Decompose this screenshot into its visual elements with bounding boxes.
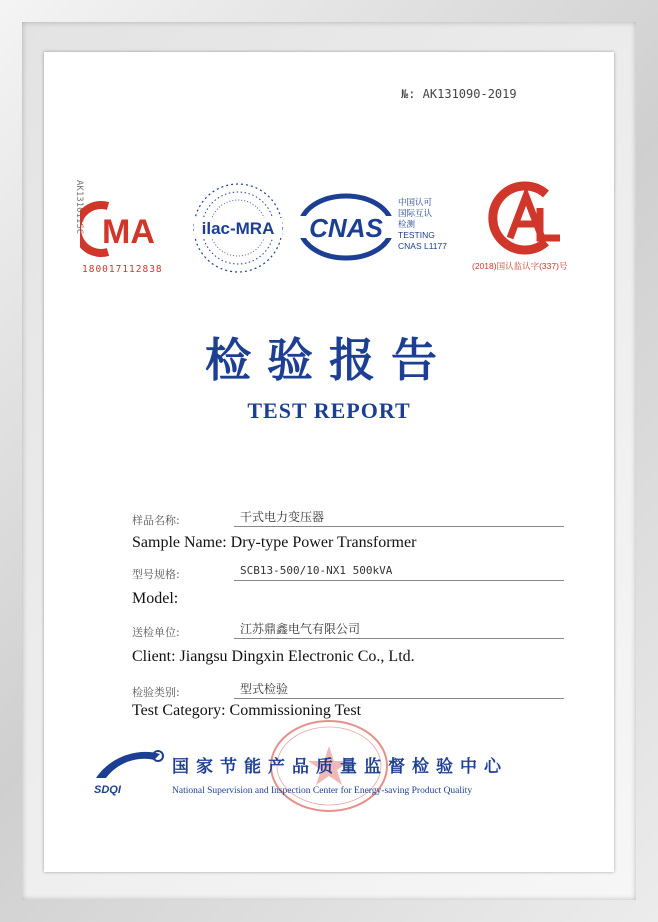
cnas-line: TESTING	[398, 230, 435, 240]
cnas-logo-text: CNAS	[309, 213, 383, 243]
cnas-line: CNAS L1177	[398, 241, 447, 251]
report-title-chinese: 检验报告	[205, 333, 453, 387]
underline	[234, 580, 564, 581]
model-label-en: Model:	[132, 590, 179, 607]
client-label-cn: 送检单位:	[132, 626, 180, 639]
cnas-line: 检测	[398, 219, 416, 229]
ilac-mra-text: ilac-MRA	[201, 219, 275, 238]
organization-name-en: National Supervision and Inspection Center for Energy-saving Product Quality	[172, 786, 473, 796]
category-label-cn: 检验类别:	[132, 686, 180, 699]
cal-caption: (2018)国认监认字(337)号	[472, 261, 568, 271]
underline	[234, 698, 564, 699]
report-title-english: TEST REPORT	[247, 398, 411, 423]
category-value: 型式检验	[240, 682, 289, 696]
cma-code: 180017112838	[82, 264, 163, 275]
cal-logo	[482, 178, 570, 258]
client-label-en: Client: Jiangsu Dingxin Electronic Co., Ltd.	[132, 648, 415, 665]
organization-name-cn: 国家节能产品质量监督检验中心	[172, 757, 508, 777]
sdqi-logo	[92, 748, 168, 784]
cma-logo-letters: MA	[102, 213, 155, 251]
side-serial-number: AK131011SC	[74, 180, 84, 235]
cnas-line: 国际互认	[398, 208, 433, 218]
sample-name-value: 干式电力变压器	[240, 510, 325, 524]
model-value: SCB13-500/10-NX1 500kVA	[240, 564, 393, 577]
underline	[234, 638, 564, 639]
cnas-accreditation-text	[398, 197, 447, 252]
cnas-line: 中国认可	[398, 197, 433, 207]
certificate-page	[44, 52, 614, 872]
model-label-cn: 型号规格:	[132, 568, 180, 581]
sample-name-label-en: Sample Name: Dry-type Power Transformer	[132, 534, 417, 551]
sample-name-label-cn: 样品名称:	[132, 514, 180, 527]
category-label-en: Test Category: Commissioning Test	[132, 702, 362, 719]
cnas-logo	[296, 192, 396, 262]
client-value: 江苏鼎鑫电气有限公司	[240, 622, 361, 636]
underline	[234, 526, 564, 527]
report-number: №: AK131090-2019	[401, 87, 517, 101]
ilac-mra-logo	[190, 180, 286, 276]
cma-logo	[80, 200, 178, 258]
sdqi-logo-text: SDQI	[94, 784, 121, 796]
